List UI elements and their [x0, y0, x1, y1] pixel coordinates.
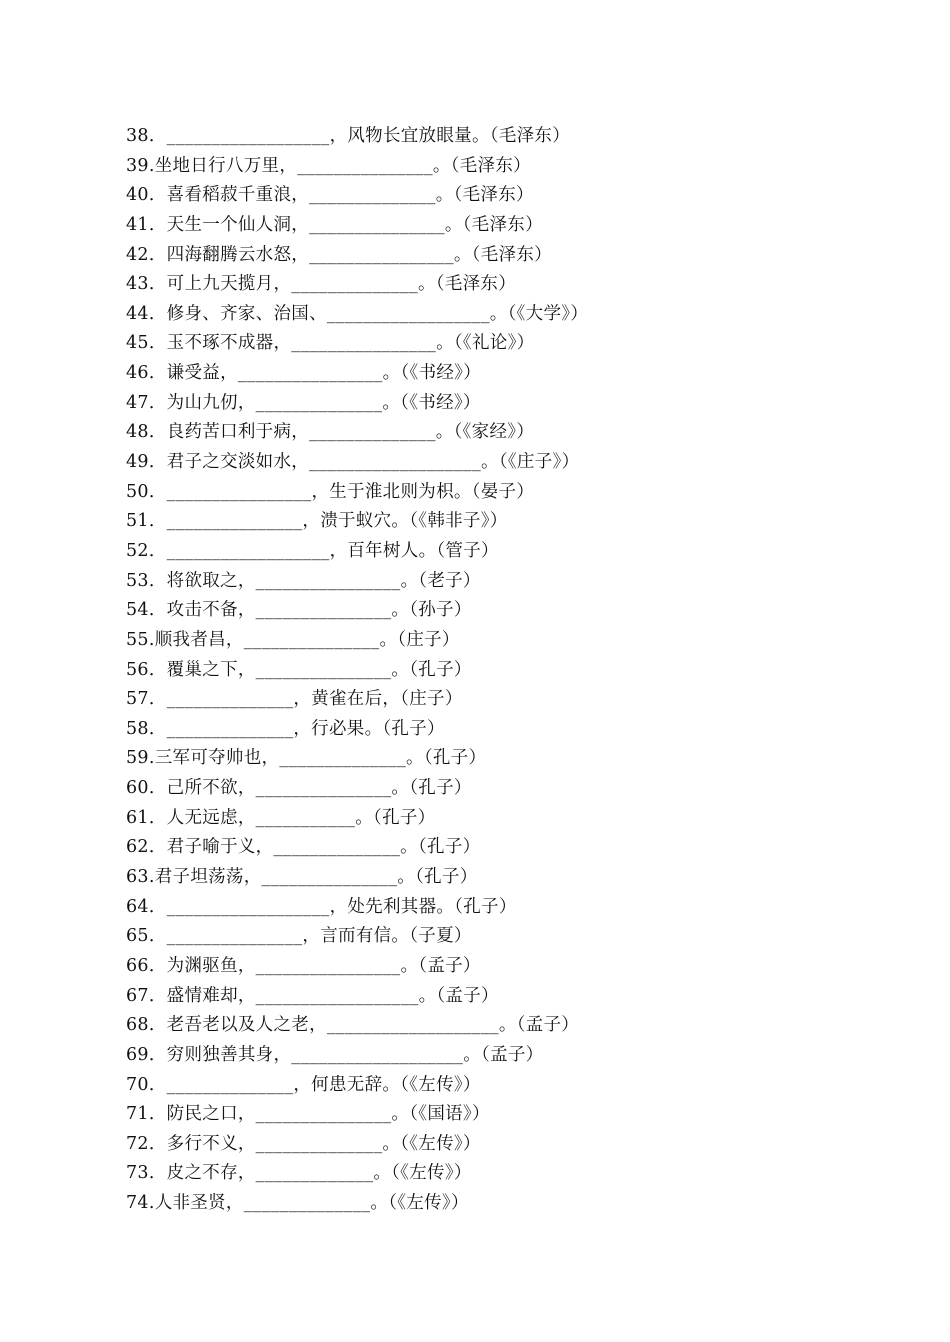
list-item: 70．______________，何患无辞。（《左传》） — [126, 1074, 481, 1095]
list-item: 64．__________________，处先利其器。（孔子） — [126, 896, 517, 917]
list-item: 66．为渊驱鱼，________________。（孟子） — [126, 955, 481, 976]
list-item: 73．皮之不存，_____________。（《左传》） — [126, 1163, 472, 1184]
list-item: 46．谦受益，________________。（《书经》） — [126, 363, 482, 384]
list-item: 69．穷则独善其身，___________________。（孟子） — [126, 1044, 544, 1065]
list-item: 60．己所不欲，_______________。（孔子） — [126, 778, 472, 799]
list-item: 44．修身、齐家、治国、__________________。（《大学》） — [126, 303, 589, 324]
list-item: 57．______________，黄雀在后，（庄子） — [126, 689, 463, 710]
list-item: 41．天生一个仙人洞，_______________。（毛泽东） — [126, 214, 543, 235]
list-item: 39.坐地日行八万里，_______________。（毛泽东） — [126, 155, 531, 176]
list-item: 61．人无远虑，___________。（孔子） — [126, 807, 436, 828]
list-item: 49．君子之交淡如水，___________________。（《庄子》） — [126, 452, 580, 473]
list-item: 52．__________________，百年树人。（管子） — [126, 540, 499, 561]
list-item: 55.顺我者昌，_______________。（庄子） — [126, 629, 460, 650]
list-item: 72．多行不义，______________。（《左传》） — [126, 1133, 481, 1154]
list-item: 45．玉不琢不成器，________________。（《礼论》） — [126, 333, 535, 354]
list-item: 47．为山九仞，______________。（《书经》） — [126, 392, 481, 413]
list-item: 50．________________，生于淮北则为枳。（晏子） — [126, 481, 535, 502]
list-item: 48．良药苦口利于病，______________。（《家经》） — [126, 422, 535, 443]
list-item: 59.三军可夺帅也，______________。（孔子） — [126, 748, 487, 769]
list-item: 43．可上九天揽月，______________。（毛泽东） — [126, 274, 517, 295]
list-item: 58．______________，行必果。（孔子） — [126, 718, 445, 739]
list-item: 74.人非圣贤，______________。（《左传》） — [126, 1193, 469, 1214]
list-item: 63.君子坦荡荡，_______________。（孔子） — [126, 867, 478, 888]
list-item: 68．老吾老以及人之老，___________________。（孟子） — [126, 1015, 580, 1036]
list-item: 67．盛情难却，__________________。（孟子） — [126, 985, 499, 1006]
list-item: 51．_______________，溃于蚁穴。（《韩非子》） — [126, 511, 508, 532]
list-item: 62．君子喻于义，______________。（孔子） — [126, 837, 481, 858]
list-item: 38．__________________，风物长宜放眼量。（毛泽东） — [126, 126, 571, 146]
list-item: 56．覆巢之下，_______________。（孔子） — [126, 659, 472, 680]
list-item: 40．喜看稻菽千重浪，______________。（毛泽东） — [126, 185, 534, 206]
list-item: 54．攻击不备，_______________。（孙子） — [126, 600, 472, 621]
list-item: 53．将欲取之，________________。（老子） — [126, 570, 481, 591]
list-item: 42．四海翻腾云水怒，________________。（毛泽东） — [126, 244, 552, 265]
fill-in-blank-list — [126, 122, 886, 1219]
list-item: 71．防民之口，_______________。（《国语》） — [126, 1104, 490, 1125]
list-item: 65．_______________，言而有信。（子夏） — [126, 926, 472, 947]
